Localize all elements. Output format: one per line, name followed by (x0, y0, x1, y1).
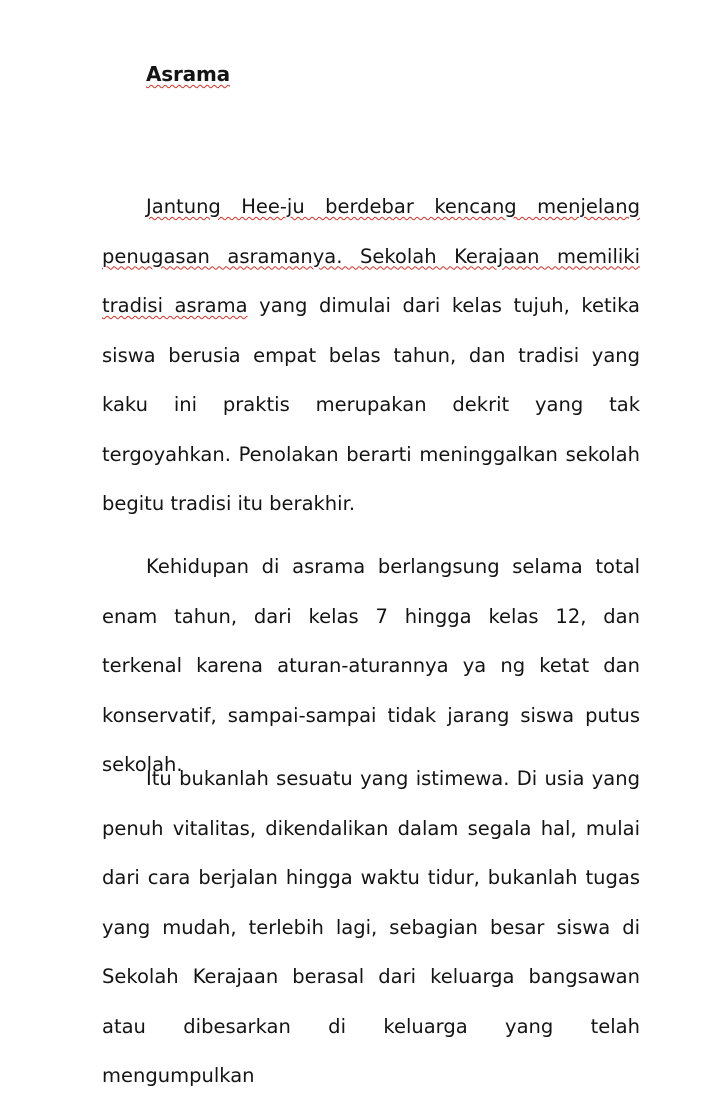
paragraph-1 (102, 182, 640, 529)
paragraph-2: Kehidupan di asrama berlangsung selama total enam tahun, dari kelas 7 hingga kelas 12, dan terkenal karena aturan-aturannya ya ng ketat dan konservatif, sampai-sampai tidak jarang siswa putus sekolah. (102, 555, 640, 776)
paragraph-1-text: yang dimulai dari kelas tujuh, ketika siswa berusia empat belas tahun, dan tradisi yang kaku ini praktis merupakan dekrit yang tak tergoyahkan. Penolakan berarti meninggalkan sekolah begitu tradisi itu berakhir. (102, 294, 640, 515)
paragraph-3: Itu bukanlah sesuatu yang istimewa. Di usia yang penuh vitalitas, dikendalikan dalam segala hal, mulai dari cara berjalan hingga waktu tidur, bukanlah tugas yang mudah, terlebih lagi, sebagian besar siswa di Sekolah Kerajaan berasal dari keluarga bangsawan atau dibesarkan di keluarga yang telah mengumpulkan (102, 767, 640, 1087)
spellcheck-underlined-text: Jantung Hee-ju berdebar kencang menjelang penugasan asramanya. Sekolah Kerajaan memiliki tradisi asrama (102, 195, 640, 317)
document-title: Asrama (146, 62, 230, 86)
